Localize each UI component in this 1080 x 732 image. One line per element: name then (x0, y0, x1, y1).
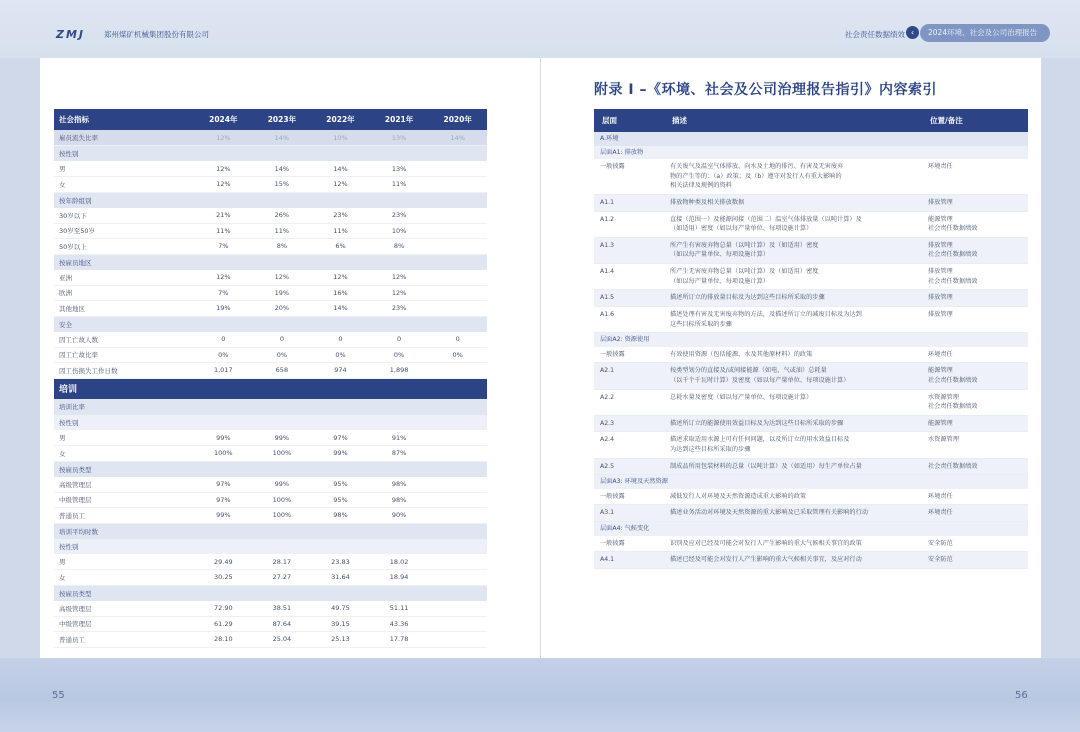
table-cell: 18.02 (370, 554, 429, 570)
row-label: 按雇员地区 (54, 254, 487, 270)
location-cell: 排放管理 (922, 290, 1028, 307)
table-cell: 97% (311, 430, 370, 446)
group-label: 层面A2: 资源使用 (594, 333, 1028, 347)
category-row (54, 316, 487, 332)
table-cell: 100% (194, 446, 253, 462)
description-cell: 描述所订立的排放量目标及为达到这些目标所采取的步骤 (664, 290, 922, 307)
table-cell: 14% (253, 161, 312, 177)
column-header: 位置/备注 (922, 109, 1028, 132)
table-cell: 18.94 (370, 570, 429, 586)
table-cell: 11% (370, 177, 429, 193)
description-cell: 描述已经及可能会对发行人产生影响的重大气候相关事宜，及应对行动 (664, 552, 922, 569)
group-row (594, 333, 1028, 347)
table-cell: 99% (311, 446, 370, 462)
row-label: 女 (54, 177, 194, 193)
table-row (54, 492, 487, 508)
table-cell: 0% (253, 347, 312, 363)
table-row (54, 347, 487, 363)
row-label: 男 (54, 554, 194, 570)
top-header-bar (0, 0, 1080, 58)
table-row (594, 432, 1028, 458)
table-cell: 10% (311, 130, 370, 146)
table-cell: 30.25 (194, 570, 253, 586)
column-header: 2020年 (428, 109, 487, 130)
table-cell: 98% (370, 492, 429, 508)
location-cell: 环境责任 (922, 505, 1028, 522)
table-cell: 11% (311, 223, 370, 239)
column-header: 2023年 (253, 109, 312, 130)
table-cell: 16% (311, 285, 370, 301)
table-cell (428, 177, 487, 193)
table-row (54, 208, 487, 224)
table-cell (428, 570, 487, 586)
row-label: 女 (54, 570, 194, 586)
table-cell: 99% (253, 430, 312, 446)
row-label: 欧洲 (54, 285, 194, 301)
description-cell: 所产生有害废弃物总量（以吨计算）及（如适用）密度 （如以每产量单位、每项设施计算） (664, 237, 922, 263)
aspect-cell: 一般披露 (594, 489, 664, 505)
table-cell: 21% (194, 208, 253, 224)
table-row (594, 211, 1028, 237)
row-label: 普通员工 (54, 508, 194, 524)
description-cell: 排放物种类及相关排放数据 (664, 195, 922, 212)
aspect-cell: A2.2 (594, 389, 664, 415)
group-label: A.环境 (594, 132, 1028, 146)
table-cell: 72.90 (194, 601, 253, 617)
row-label: 男 (54, 430, 194, 446)
page-number-right: 56 (1015, 690, 1028, 701)
row-label: 按性别 (54, 415, 487, 431)
table-cell (428, 508, 487, 524)
row-label: 30岁以下 (54, 208, 194, 224)
table-row (54, 616, 487, 632)
location-cell: 环境责任 (922, 159, 1028, 194)
table-cell: 98% (311, 508, 370, 524)
row-label: 雇员流失比率 (54, 130, 194, 146)
table-cell: 0% (428, 347, 487, 363)
table-cell (428, 270, 487, 286)
location-cell: 环境责任 (922, 489, 1028, 505)
table-row (594, 389, 1028, 415)
table-cell: 1,898 (370, 363, 429, 379)
table-cell: 97% (194, 492, 253, 508)
table-cell: 13% (370, 130, 429, 146)
description-cell: 总耗水量及密度（如以每产量单位、每项设施计算） (664, 389, 922, 415)
category-row (54, 585, 487, 601)
aspect-cell: A1.5 (594, 290, 664, 307)
table-cell (428, 223, 487, 239)
page-number-left: 55 (52, 690, 65, 701)
aspect-cell: A3.1 (594, 505, 664, 522)
row-label: 中级管理层 (54, 492, 194, 508)
table-row (594, 489, 1028, 505)
column-header: 2022年 (311, 109, 370, 130)
table-row (54, 477, 487, 493)
row-label: 中级管理层 (54, 616, 194, 632)
table-cell: 12% (370, 270, 429, 286)
row-label: 普通员工 (54, 632, 194, 648)
table-cell: 14% (311, 161, 370, 177)
aspect-cell: 一般披露 (594, 536, 664, 552)
table-cell: 25.13 (311, 632, 370, 648)
table-cell: 15% (253, 177, 312, 193)
row-label: 因工亡故比率 (54, 347, 194, 363)
description-cell: 描述所订立的能源使用效益目标及为达到这些目标所采取的步骤 (664, 415, 922, 432)
table-cell (428, 616, 487, 632)
page-footer-band (0, 658, 1080, 732)
description-cell: 描述业务活动对环境及天然资源的重大影响及已采取管理有关影响的行动 (664, 505, 922, 522)
section-label: 社会责任数据绩效 (845, 30, 905, 39)
row-label: 按雇员类型 (54, 461, 487, 477)
table-cell: 99% (194, 508, 253, 524)
aspect-cell: A2.4 (594, 432, 664, 458)
aspect-cell: A2.3 (594, 415, 664, 432)
table-row (594, 458, 1028, 475)
company-name: 郑州煤矿机械集团股份有限公司 (104, 30, 209, 39)
social-indicators-table (54, 109, 487, 648)
table-row (54, 177, 487, 193)
group-label: 层面A3: 环境及天然资源 (594, 475, 1028, 489)
table-cell (428, 492, 487, 508)
group-row (594, 522, 1028, 536)
table-cell: 87.64 (253, 616, 312, 632)
table-row (594, 347, 1028, 363)
description-cell: 按类型划分的直接及/或间接能源（如电、气或油）总耗量 （以千个千瓦时计算）及密度（如以每产量单位、每项设施计算） (664, 363, 922, 389)
table-row (54, 285, 487, 301)
table-row (594, 505, 1028, 522)
table-cell: 0 (194, 332, 253, 348)
row-label: 培训 (54, 378, 487, 399)
table-row (594, 363, 1028, 389)
table-cell (428, 208, 487, 224)
table-cell: 11% (253, 223, 312, 239)
table-cell: 19% (253, 285, 312, 301)
table-row (54, 301, 487, 317)
table-cell: 7% (194, 239, 253, 255)
location-cell: 水资源管理 (922, 432, 1028, 458)
table-cell: 98% (370, 477, 429, 493)
row-label: 其他地区 (54, 301, 194, 317)
table-cell: 12% (194, 161, 253, 177)
row-label: 按性别 (54, 539, 487, 555)
table-cell: 23% (311, 208, 370, 224)
table-row (54, 270, 487, 286)
description-cell: 所产生无害废弃物总量（以吨计算）及（如适用）密度 （如以每产量单位、每项设施计算） (664, 264, 922, 290)
table-cell: 12% (194, 130, 253, 146)
location-cell: 社会责任数据绩效 (922, 458, 1028, 475)
table-cell: 19% (194, 301, 253, 317)
table-cell: 12% (370, 285, 429, 301)
location-cell: 排放管理 (922, 195, 1028, 212)
aspect-cell: A2.1 (594, 363, 664, 389)
column-header: 2024年 (194, 109, 253, 130)
table-cell: 12% (253, 270, 312, 286)
table-cell: 97% (194, 477, 253, 493)
table-cell: 29.49 (194, 554, 253, 570)
description-cell: 有关废气及温室气体排放、向水及土地的排污、有害及无害废弃 物的产生等的：（a）政策；及（b）遵守对发行人有重大影响的 相关法律及规例的资料 (664, 159, 922, 194)
table-cell: 7% (194, 285, 253, 301)
row-label: 因工伤损失工作日数 (54, 363, 194, 379)
table-row (594, 552, 1028, 569)
table-cell: 39.15 (311, 616, 370, 632)
table-cell: 90% (370, 508, 429, 524)
table-cell: 49.75 (311, 601, 370, 617)
table-cell (428, 363, 487, 379)
chevron-left-icon[interactable]: ‹ (906, 26, 919, 39)
category-row (54, 415, 487, 431)
table-cell: 28.10 (194, 632, 253, 648)
table-cell: 0 (428, 332, 487, 348)
aspect-cell: A2.5 (594, 458, 664, 475)
table-row (54, 332, 487, 348)
table-row (594, 306, 1028, 332)
table-row (594, 159, 1028, 194)
table-cell: 11% (194, 223, 253, 239)
table-cell: 0 (253, 332, 312, 348)
table-cell (428, 301, 487, 317)
category-row (54, 378, 487, 399)
row-label: 亚洲 (54, 270, 194, 286)
table-row (54, 130, 487, 146)
table-cell: 20% (253, 301, 312, 317)
table-cell: 100% (253, 508, 312, 524)
table-cell: 87% (370, 446, 429, 462)
table-cell: 26% (253, 208, 312, 224)
table-cell: 658 (253, 363, 312, 379)
table-cell (428, 430, 487, 446)
table-cell: 13% (370, 161, 429, 177)
table-row (594, 237, 1028, 263)
description-cell: 直接（范围一）及能源间接（范围二）温室气体排放量（以吨计算）及 （如适用）密度（如以每产量单位、每项设施计算） (664, 211, 922, 237)
table-cell: 23.83 (311, 554, 370, 570)
category-row (54, 461, 487, 477)
table-cell: 12% (311, 270, 370, 286)
table-cell: 51.11 (370, 601, 429, 617)
table-cell: 974 (311, 363, 370, 379)
row-label: 安全 (54, 316, 487, 332)
table-cell (428, 161, 487, 177)
table-row (54, 554, 487, 570)
row-label: 按性别 (54, 146, 487, 162)
table-cell: 23% (370, 208, 429, 224)
table-cell (428, 601, 487, 617)
table-cell (428, 554, 487, 570)
category-row (54, 146, 487, 162)
row-label: 按年龄组别 (54, 192, 487, 208)
table-cell (428, 285, 487, 301)
description-cell: 制成品所用包装材料的总量（以吨计算）及（如适用）每生产单位占量 (664, 458, 922, 475)
row-label: 男 (54, 161, 194, 177)
table-cell: 95% (311, 492, 370, 508)
table-row (54, 508, 487, 524)
table-cell: 10% (370, 223, 429, 239)
location-cell: 能源管理 社会责任数据绩效 (922, 363, 1028, 389)
aspect-cell: A1.4 (594, 264, 664, 290)
table-cell: 27.27 (253, 570, 312, 586)
appendix-title: 附录 I –《环境、社会及公司治理报告指引》内容索引 (594, 82, 937, 98)
location-cell: 安全防范 (922, 536, 1028, 552)
location-cell: 安全防范 (922, 552, 1028, 569)
category-row (54, 539, 487, 555)
table-row (54, 239, 487, 255)
description-cell: 描述求取适用水源上可有任何问题，以及所订立的用水效益目标及 为达到这些目标所采取的步骤 (664, 432, 922, 458)
table-cell (428, 446, 487, 462)
table-cell: 14% (253, 130, 312, 146)
location-cell: 排放管理 社会责任数据绩效 (922, 264, 1028, 290)
table-cell: 61.29 (194, 616, 253, 632)
row-label: 50岁以上 (54, 239, 194, 255)
location-cell: 排放管理 社会责任数据绩效 (922, 237, 1028, 263)
group-row (594, 475, 1028, 489)
table-row (594, 536, 1028, 552)
column-header: 2021年 (370, 109, 429, 130)
table-row (54, 601, 487, 617)
table-cell: 1,017 (194, 363, 253, 379)
column-header: 描述 (664, 109, 922, 132)
table-row (594, 195, 1028, 212)
column-header: 层面 (594, 109, 664, 132)
row-label: 30岁至50岁 (54, 223, 194, 239)
table-cell: 99% (194, 430, 253, 446)
group-row (594, 132, 1028, 146)
aspect-cell: A1.1 (594, 195, 664, 212)
table-cell: 0 (311, 332, 370, 348)
category-row (54, 192, 487, 208)
table-row (54, 363, 487, 379)
table-cell: 8% (253, 239, 312, 255)
table-row (54, 430, 487, 446)
table-cell: 31.64 (311, 570, 370, 586)
table-row (54, 632, 487, 648)
location-cell: 能源管理 社会责任数据绩效 (922, 211, 1028, 237)
row-label: 培训比率 (54, 399, 487, 415)
table-cell: 23% (370, 301, 429, 317)
table-row (594, 264, 1028, 290)
row-label: 高级管理层 (54, 601, 194, 617)
table-cell: 14% (311, 301, 370, 317)
group-label: 层面A4: 气候变化 (594, 522, 1028, 536)
description-cell: 减低发行人对环境及天然资源造成重大影响的政策 (664, 489, 922, 505)
table-cell: 0% (194, 347, 253, 363)
location-cell: 排放管理 (922, 306, 1028, 332)
table-row (594, 415, 1028, 432)
table-row (54, 223, 487, 239)
description-cell: 描述处理有害及无害废弃物的方法，及描述所订立的减废目标及为达到 这些目标所采取的步骤 (664, 306, 922, 332)
table-row (54, 161, 487, 177)
row-label: 因工亡故人数 (54, 332, 194, 348)
group-label: 层面A1: 排放物 (594, 146, 1028, 160)
location-cell: 水资源管理 社会责任数据绩效 (922, 389, 1028, 415)
table-cell: 12% (194, 177, 253, 193)
table-cell: 28.17 (253, 554, 312, 570)
table-cell (428, 239, 487, 255)
table-cell: 25.04 (253, 632, 312, 648)
table-cell: 14% (428, 130, 487, 146)
category-row (54, 399, 487, 415)
aspect-cell: A1.2 (594, 211, 664, 237)
location-cell: 能源管理 (922, 415, 1028, 432)
table-cell (428, 632, 487, 648)
table-cell: 38.51 (253, 601, 312, 617)
table-row (594, 290, 1028, 307)
table-row (54, 446, 487, 462)
esg-index-table (594, 109, 1028, 569)
table-cell: 99% (253, 477, 312, 493)
table-cell: 12% (311, 177, 370, 193)
group-row (594, 146, 1028, 160)
table-cell: 12% (194, 270, 253, 286)
aspect-cell: A1.3 (594, 237, 664, 263)
row-label: 女 (54, 446, 194, 462)
company-logo: ZMJ (56, 28, 86, 41)
row-label: 按雇员类型 (54, 585, 487, 601)
description-cell: 识别及应对已经及可能会对发行人产生影响的重大气候相关事宜的政策 (664, 536, 922, 552)
table-cell: 100% (253, 446, 312, 462)
aspect-cell: A4.1 (594, 552, 664, 569)
table-cell: 8% (370, 239, 429, 255)
table-cell: 43.36 (370, 616, 429, 632)
column-header: 社会指标 (54, 109, 194, 130)
table-row (54, 570, 487, 586)
description-cell: 有效使用资源（包括能源、水及其他原材料）的政策 (664, 347, 922, 363)
report-title-pill[interactable]: 2024环境、社会及公司治理报告 (920, 24, 1050, 42)
aspect-cell: 一般披露 (594, 347, 664, 363)
category-row (54, 254, 487, 270)
table-cell: 0 (370, 332, 429, 348)
table-cell: 0% (370, 347, 429, 363)
location-cell: 环境责任 (922, 347, 1028, 363)
table-cell: 6% (311, 239, 370, 255)
table-cell: 95% (311, 477, 370, 493)
table-cell: 91% (370, 430, 429, 446)
table-cell (428, 477, 487, 493)
table-cell: 100% (253, 492, 312, 508)
row-label: 高级管理层 (54, 477, 194, 493)
aspect-cell: 一般披露 (594, 159, 664, 194)
row-label: 培训平均时数 (54, 523, 487, 539)
table-cell: 0% (311, 347, 370, 363)
aspect-cell: A1.6 (594, 306, 664, 332)
table-cell: 17.78 (370, 632, 429, 648)
category-row (54, 523, 487, 539)
